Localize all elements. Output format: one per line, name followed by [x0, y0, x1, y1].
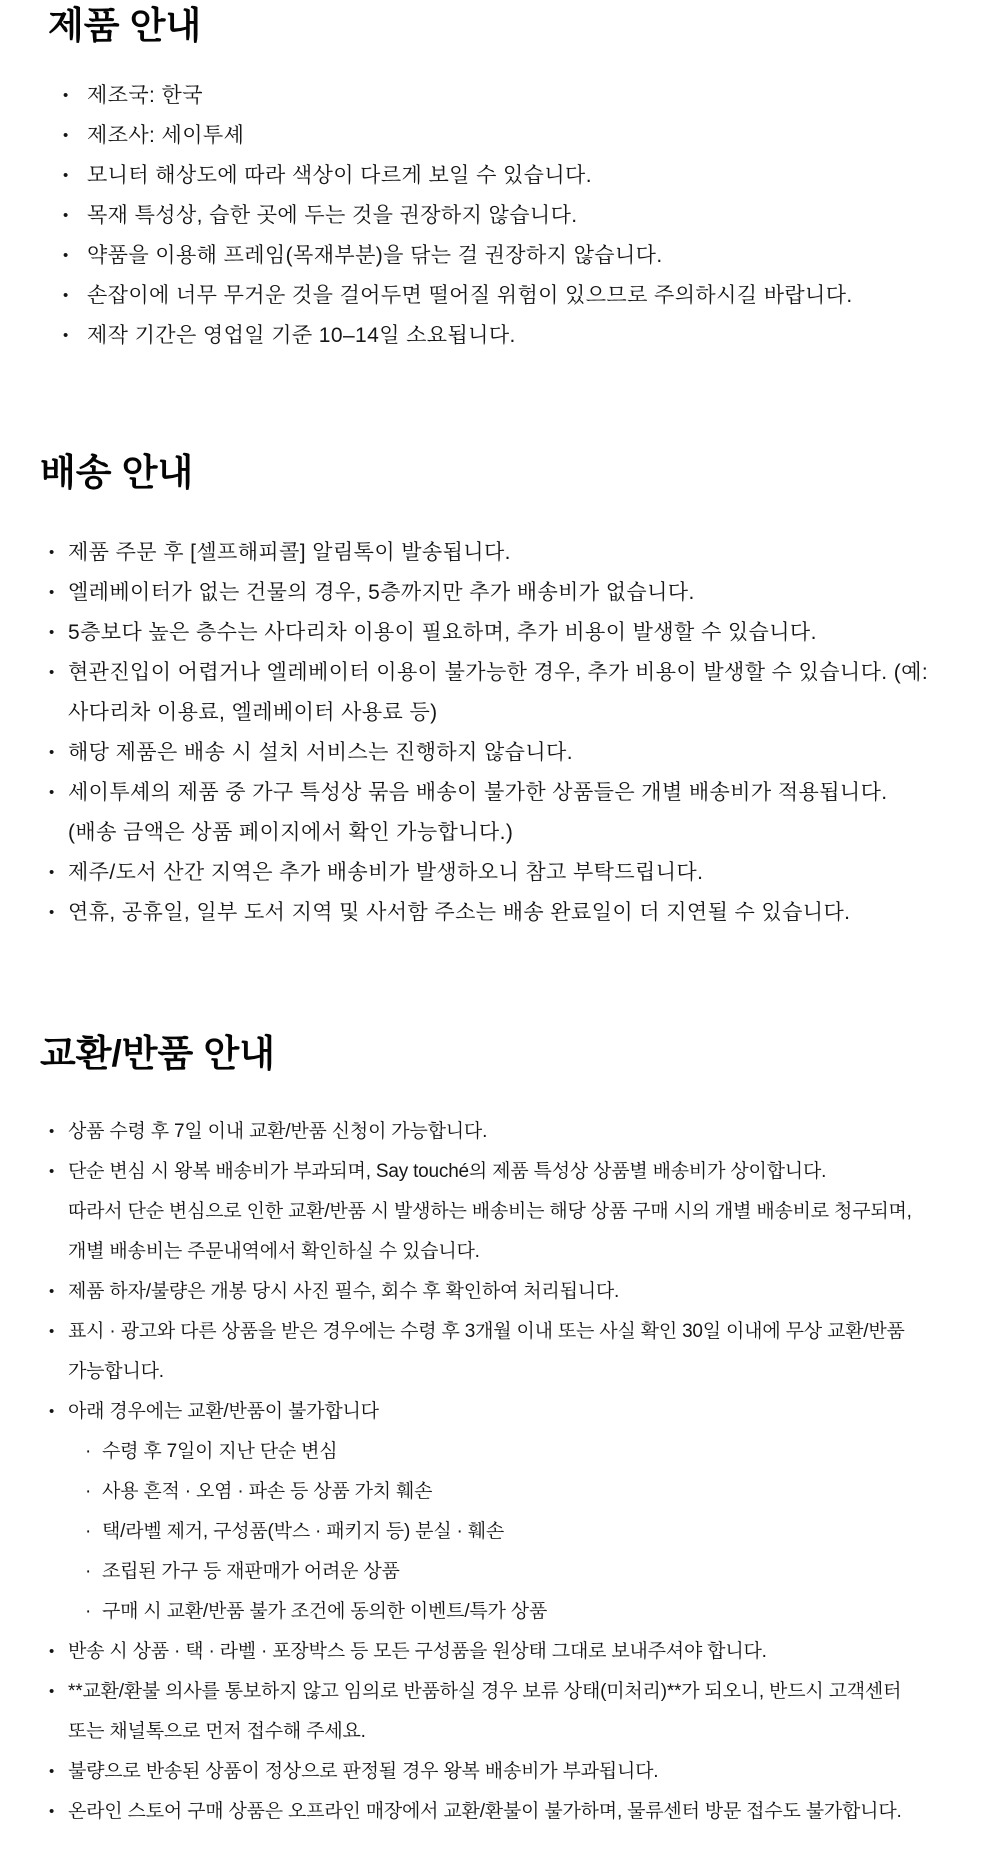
bullet-icon: •	[49, 1163, 55, 1180]
exchange-return-guide-list	[0, 1112, 1000, 1832]
list-item-line: 아래 경우에는 교환/반품이 불가합니다	[68, 1401, 379, 1422]
sub-list-item	[85, 1432, 1000, 1472]
bullet-icon: •	[49, 904, 55, 921]
section-product-guide	[0, 4, 1000, 356]
list-item	[49, 1632, 1000, 1672]
section-shipping-guide	[0, 451, 1000, 933]
sub-list-item	[85, 1472, 1000, 1512]
sub-bullet-icon: ·	[85, 1481, 92, 1502]
list-item	[63, 276, 1000, 316]
list-item	[49, 533, 1000, 573]
exchange-return-guide-title: 교환/반품 안내	[40, 1033, 276, 1074]
shipping-guide-title: 배송 안내	[40, 452, 194, 493]
bullet-icon: •	[49, 544, 55, 561]
sub-bullet-icon: ·	[85, 1441, 92, 1462]
bullet-icon: •	[63, 207, 69, 224]
list-item-line: 약품을 이용해 프레임(목재부분)을 닦는 걸 권장하지 않습니다.	[87, 244, 663, 267]
list-item	[49, 773, 1000, 853]
list-item-line: 개별 배송비는 주문내역에서 확인하실 수 있습니다.	[68, 1241, 480, 1262]
bullet-icon: •	[63, 327, 69, 344]
bullet-icon: •	[49, 584, 55, 601]
bullet-icon: •	[49, 1803, 55, 1820]
list-item-line: 온라인 스토어 구매 상품은 오프라인 매장에서 교환/환불이 불가하며, 물류센터 방문 접수도 불가합니다.	[68, 1801, 902, 1822]
list-item-line: 불량으로 반송된 상품이 정상으로 판정될 경우 왕복 배송비가 부과됩니다.	[68, 1761, 659, 1782]
list-item	[49, 1152, 1000, 1272]
list-item	[63, 316, 1000, 356]
bullet-icon: •	[49, 624, 55, 641]
list-item	[49, 653, 1000, 733]
list-item-line: (배송 금액은 상품 페이지에서 확인 가능합니다.)	[68, 821, 514, 844]
list-item-line: 제작 기간은 영업일 기준 10–14일 소요됩니다.	[87, 324, 516, 347]
list-item-line: 사다리차 이용료, 엘레베이터 사용료 등)	[68, 701, 438, 724]
list-item	[63, 156, 1000, 196]
bullet-icon: •	[49, 1403, 55, 1420]
list-item	[49, 573, 1000, 613]
list-item	[49, 1272, 1000, 1312]
list-item	[49, 893, 1000, 933]
list-item-line: 모니터 해상도에 따라 색상이 다르게 보일 수 있습니다.	[87, 164, 592, 187]
bullet-icon: •	[49, 1763, 55, 1780]
list-item-line: 제조사: 세이투셰	[87, 124, 245, 147]
list-item-line: 표시 · 광고와 다른 상품을 받은 경우에는 수령 후 3개월 이내 또는 사실 확인 30일 이내에 무상 교환/반품	[68, 1321, 905, 1342]
list-item	[49, 733, 1000, 773]
bullet-icon: •	[63, 167, 69, 184]
bullet-icon: •	[49, 744, 55, 761]
bullet-icon: •	[49, 664, 55, 681]
list-item	[49, 613, 1000, 653]
bullet-icon: •	[49, 1283, 55, 1300]
list-item-line: 따라서 단순 변심으로 인한 교환/반품 시 발생하는 배송비는 해당 상품 구매 시의 개별 배송비로 청구되며,	[68, 1201, 912, 1222]
list-item	[49, 853, 1000, 893]
bullet-icon: •	[63, 127, 69, 144]
list-item	[49, 1392, 1000, 1632]
list-item-line: 엘레베이터가 없는 건물의 경우, 5층까지만 추가 배송비가 없습니다.	[68, 581, 695, 604]
section-exchange-return-guide	[0, 1032, 1000, 1832]
sub-list-item-line: 사용 흔적 · 오염 · 파손 등 상품 가치 훼손	[102, 1481, 433, 1502]
bullet-icon: •	[49, 1123, 55, 1140]
shipping-guide-list	[0, 533, 1000, 933]
list-item-line: 제품 주문 후 [셀프해피콜] 알림톡이 발송됩니다.	[68, 541, 511, 564]
list-item	[63, 196, 1000, 236]
list-item-line: 현관진입이 어렵거나 엘레베이터 이용이 불가능한 경우, 추가 비용이 발생할 수 있습니다. (예:	[68, 661, 929, 684]
bullet-icon: •	[63, 247, 69, 264]
list-item-line: 또는 채널톡으로 먼저 접수해 주세요.	[68, 1721, 366, 1742]
list-item-line: 연휴, 공휴일, 일부 도서 지역 및 사서함 주소는 배송 완료일이 더 지연될 수 있습니다.	[68, 901, 851, 924]
list-item-line: 목재 특성상, 습한 곳에 두는 것을 권장하지 않습니다.	[87, 204, 578, 227]
sub-list-item-line: 조립된 가구 등 재판매가 어려운 상품	[102, 1561, 400, 1582]
bullet-icon: •	[49, 1323, 55, 1340]
list-item	[63, 116, 1000, 156]
sub-list	[68, 1432, 1000, 1632]
list-item	[63, 76, 1000, 116]
list-item	[63, 236, 1000, 276]
product-guide-title: 제품 안내	[48, 5, 202, 46]
sub-list-item	[85, 1552, 1000, 1592]
list-item	[49, 1672, 1000, 1752]
sub-list-item	[85, 1592, 1000, 1632]
bullet-icon: •	[49, 1643, 55, 1660]
list-item-line: 단순 변심 시 왕복 배송비가 부과되며, Say touché의 제품 특성상 상품별 배송비가 상이합니다.	[68, 1161, 827, 1182]
product-guide-list	[0, 76, 1000, 356]
list-item-line: 5층보다 높은 층수는 사다리차 이용이 필요하며, 추가 비용이 발생할 수 있습니다.	[68, 621, 817, 644]
bullet-icon: •	[49, 864, 55, 881]
sub-bullet-icon: ·	[85, 1521, 92, 1542]
list-item	[49, 1752, 1000, 1792]
list-item-line: 가능합니다.	[68, 1361, 164, 1382]
list-item-line: **교환/환불 의사를 통보하지 않고 임의로 반품하실 경우 보류 상태(미처리)**가 되오니, 반드시 고객센터	[68, 1681, 902, 1702]
sub-list-item-line: 택/라벨 제거, 구성품(박스 · 패키지 등) 분실 · 훼손	[102, 1521, 505, 1542]
bullet-icon: •	[49, 784, 55, 801]
list-item	[49, 1112, 1000, 1152]
sub-list-item-line: 수령 후 7일이 지난 단순 변심	[102, 1441, 338, 1462]
bullet-icon: •	[49, 1683, 55, 1700]
list-item-line: 상품 수령 후 7일 이내 교환/반품 신청이 가능합니다.	[68, 1121, 488, 1142]
list-item	[49, 1792, 1000, 1832]
bullet-icon: •	[63, 87, 69, 104]
list-item-line: 반송 시 상품 · 택 · 라벨 · 포장박스 등 모든 구성품을 원상태 그대로 보내주셔야 합니다.	[68, 1641, 767, 1662]
list-item-line: 손잡이에 너무 무거운 것을 걸어두면 떨어질 위험이 있으므로 주의하시길 바랍니다.	[87, 284, 853, 307]
list-item-line: 해당 제품은 배송 시 설치 서비스는 진행하지 않습니다.	[68, 741, 573, 764]
list-item-line: 세이투셰의 제품 중 가구 특성상 묶음 배송이 불가한 상품들은 개별 배송비가 적용됩니다.	[68, 781, 888, 804]
sub-list-item-line: 구매 시 교환/반품 불가 조건에 동의한 이벤트/특가 상품	[102, 1601, 548, 1622]
sub-list-item	[85, 1512, 1000, 1552]
list-item-line: 제조국: 한국	[87, 84, 203, 107]
list-item-line: 제품 하자/불량은 개봉 당시 사진 필수, 회수 후 확인하여 처리됩니다.	[68, 1281, 620, 1302]
sub-bullet-icon: ·	[85, 1601, 92, 1622]
list-item-line: 제주/도서 산간 지역은 추가 배송비가 발생하오니 참고 부탁드립니다.	[68, 861, 704, 884]
bullet-icon: •	[63, 287, 69, 304]
list-item	[49, 1312, 1000, 1392]
sub-bullet-icon: ·	[85, 1561, 92, 1582]
